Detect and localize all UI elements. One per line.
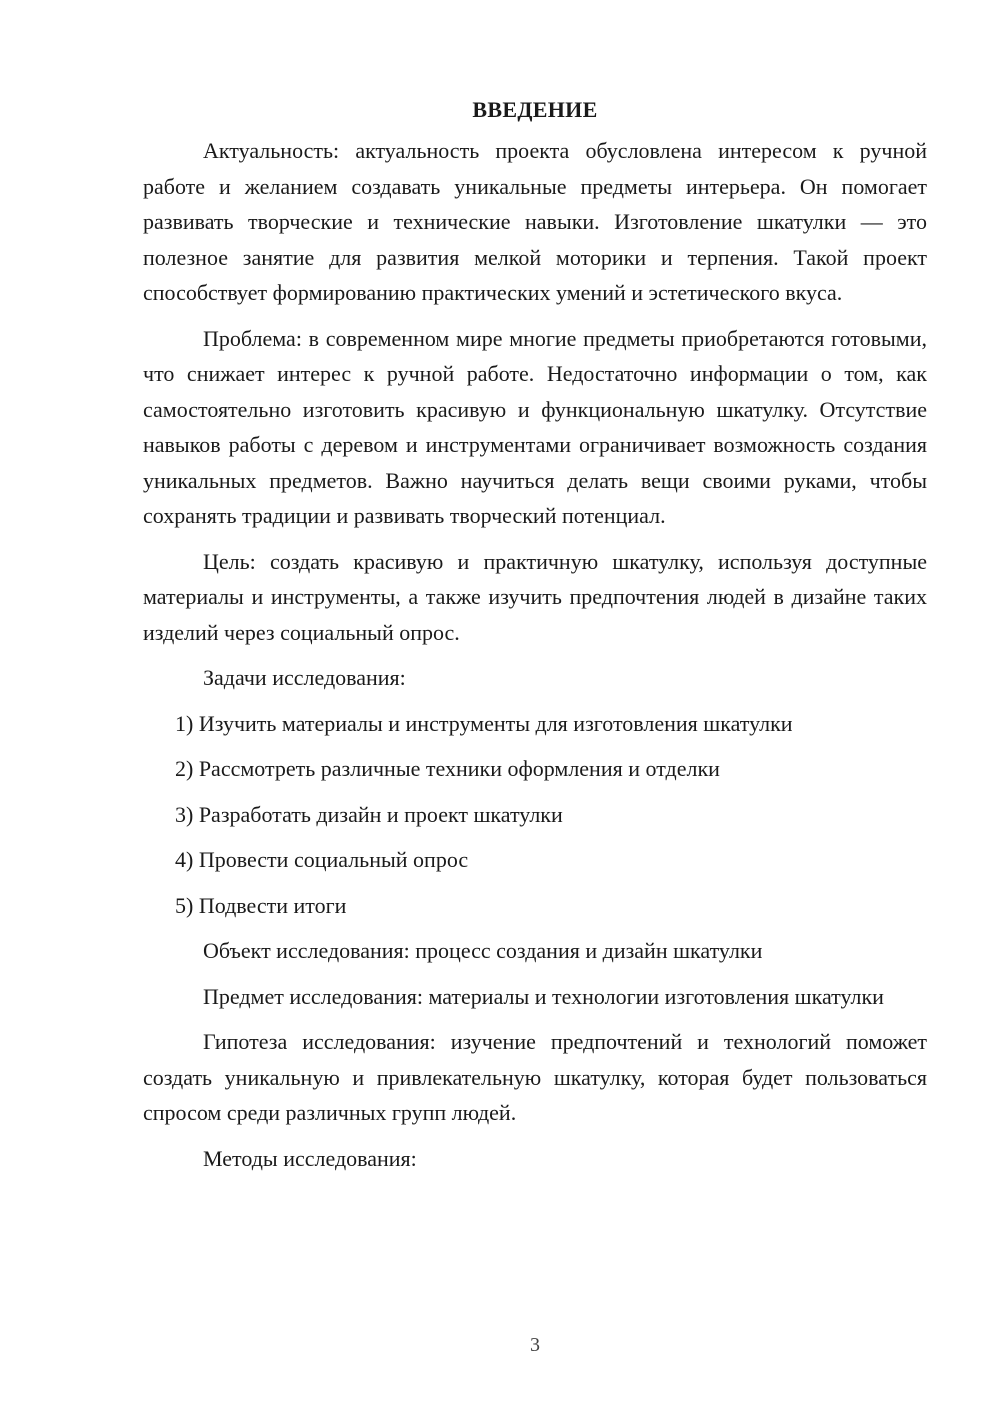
task-item-3: 3) Разработать дизайн и проект шкатулки — [175, 801, 563, 827]
section-title: ВВЕДЕНИЕ — [472, 97, 598, 122]
task-item-2: 2) Рассмотреть различные техники оформления и отделки — [175, 756, 720, 781]
task-item-4: 4) Провести социальный опрос — [175, 847, 469, 872]
methods-heading: Методы исследования: — [203, 1145, 417, 1171]
task-item-5: 5) Подвести итоги — [175, 892, 347, 918]
tasks-list — [143, 706, 927, 924]
task-item-1: 1) Изучить материалы и инструменты для изготовления шкатулки — [175, 710, 793, 736]
tasks-heading: Задачи исследования: — [203, 665, 406, 690]
goal-paragraph: Цель: создать красивую и практичную шкатулку, используя доступные материалы и инструменты, а также изучить предпочтения людей в дизайне таких изделий через социальный опрос. — [143, 548, 927, 645]
research-object: Объект исследования: процесс создания и дизайн шкатулки — [203, 938, 763, 963]
research-hypothesis: Гипотеза исследования: изучение предпочтений и технологий поможет создать уникальную и привлекательную шкатулку, которая будет пользоваться спросом среди различных групп людей. — [143, 1029, 927, 1125]
problem-paragraph: Проблема: в современном мире многие предметы приобретаются готовыми, что снижает интерес к ручной работе. Недостаточно информации о том, как самостоятельно изготовить красивую и функциональную шкатулку. Отсутствие навыков работы с деревом и инструментами ограничивает возможность создания уникальных предметов. Важно научиться делать вещи своими руками, чтобы сохранять традиции и развивать творческий потенциал. — [143, 325, 927, 528]
relevance-paragraph: Актуальность: актуальность проекта обусловлена интересом к ручной работе и желанием создавать уникальные предметы интерьера. Он помогает развивать творческие и технические навыки. Изготовление шкатулки — это полезное занятие для развития мелкой моторики и терпения. Такой проект способствует формированию практических умений и эстетического вкуса. — [143, 138, 927, 305]
document-page — [143, 92, 927, 1186]
research-subject: Предмет исследования: материалы и технологии изготовления шкатулки — [203, 983, 884, 1009]
page-number: 3 — [530, 1334, 540, 1356]
